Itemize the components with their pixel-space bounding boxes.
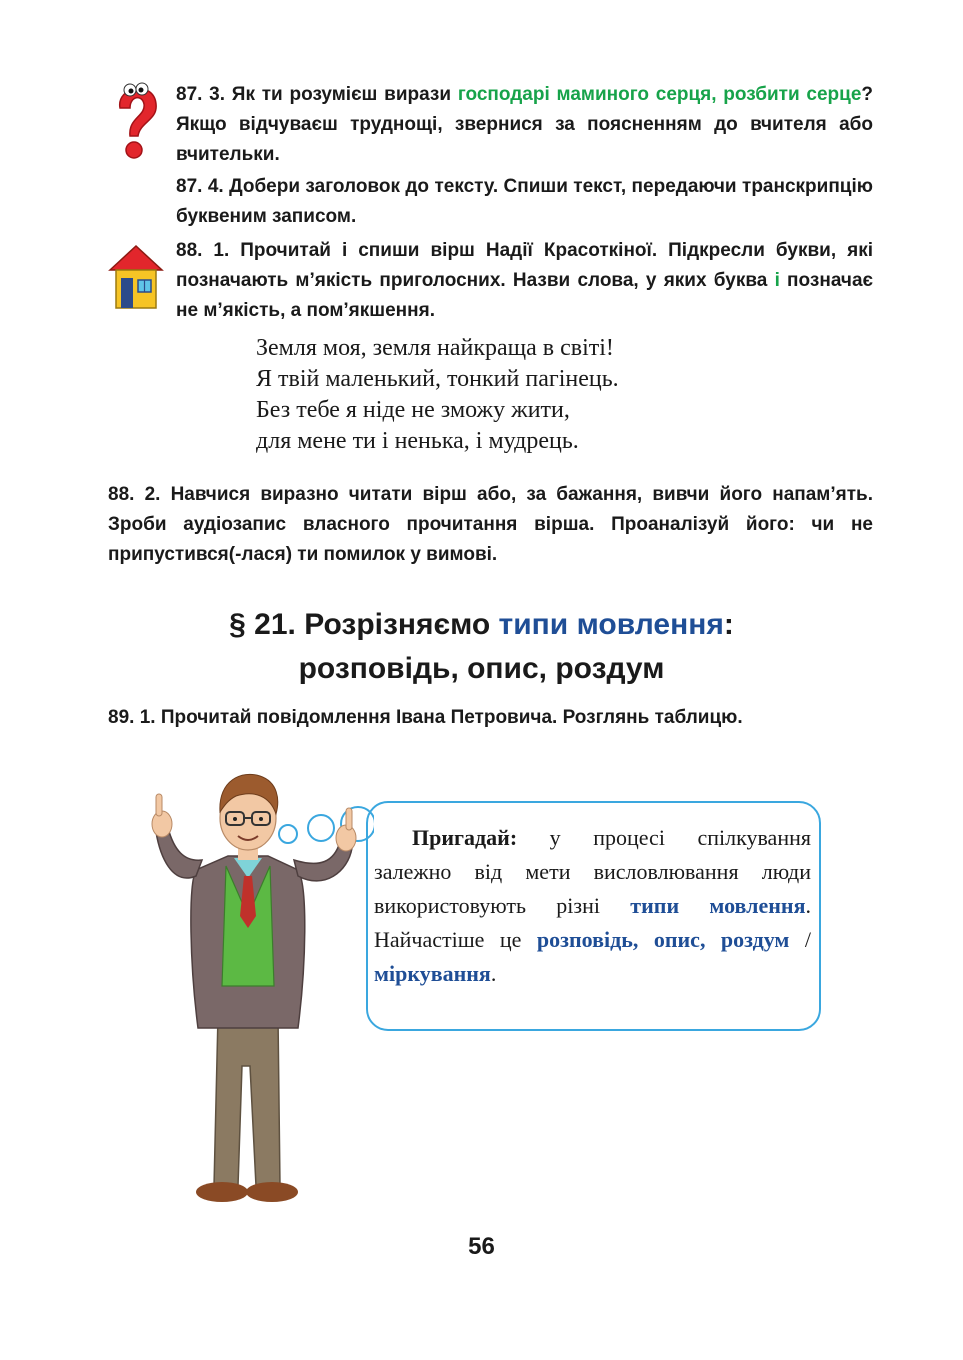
section-prefix: § 21. Розрізняємо bbox=[229, 608, 499, 641]
callout-text: у процесі спілкування залежно від мети висловлювання люди використовують різні bbox=[374, 825, 811, 918]
section-heading bbox=[0, 603, 963, 691]
poem bbox=[256, 333, 619, 457]
reminder-callout bbox=[366, 801, 821, 1031]
task-text: 87. 4. Добери заголовок до тексту. Спиши текст, передаючи транскрипцію буквеним записом. bbox=[176, 176, 873, 227]
task-87-4 bbox=[176, 172, 873, 232]
highlighted-letter: і bbox=[774, 270, 780, 291]
callout-lead: Пригадай: bbox=[412, 825, 518, 850]
section-heading-line-2: розповідь, опис, роздум bbox=[298, 652, 665, 685]
task-text: 88. 2. Навчися виразно читати вірш або, за бажання, вивчи його напам’ять. Зроби аудіозапис власного прочитання вірша. Проаналізуй його: чи не припустився(-лася) ти помилок у вимові. bbox=[108, 484, 873, 565]
section-highlight: типи мовлення bbox=[498, 608, 724, 641]
task-87-3 bbox=[176, 80, 873, 170]
task-text: 89. 1. Прочитай повідомлення Івана Петровича. Розглянь таблицю. bbox=[108, 707, 743, 728]
callout-text: . bbox=[490, 961, 497, 986]
callout-text: / bbox=[789, 927, 811, 952]
poem-line: Без тебе я ніде не зможу жити, bbox=[256, 397, 570, 423]
section-suffix: : bbox=[723, 608, 734, 641]
highlighted-phrase: господарі маминого серця, розбити серце bbox=[457, 84, 862, 105]
teacher-illustration bbox=[138, 766, 374, 1210]
section-heading-line-1 bbox=[0, 603, 963, 647]
task-number: 87. 3. bbox=[176, 84, 226, 105]
task-89-1 bbox=[108, 703, 873, 733]
poem-line: Я твій маленький, тонкий пагінець. bbox=[256, 366, 619, 392]
task-88-2 bbox=[108, 480, 873, 570]
task-text: Як ти розумієш вирази bbox=[225, 84, 458, 105]
callout-term: міркування bbox=[374, 961, 491, 986]
poem-line: для мене ти і ненька, і мудрець. bbox=[256, 428, 579, 454]
poem-line: Земля моя, земля найкраща в світі! bbox=[256, 335, 614, 361]
callout-term: розповідь, опис, роздум bbox=[536, 927, 790, 952]
task-text: 88. 1. Прочитай і спиши вірш Надії Красоткіної. Підкресли букви, які позначають м’якість приголосних. Назви слова, у яких буква bbox=[176, 240, 873, 291]
callout-text: . Найчастіше це bbox=[374, 893, 811, 952]
page-number: 56 bbox=[468, 1233, 495, 1260]
question-mark-icon bbox=[106, 78, 166, 164]
task-text: ? Якщо відчуваєш труднощі, звернися за поясненням до вчителя або вчительки. bbox=[176, 84, 873, 165]
task-text: позначає не м’якість, а пом’якшення. bbox=[176, 270, 873, 321]
house-icon bbox=[108, 244, 164, 310]
callout-term: типи мовлення bbox=[630, 893, 806, 918]
task-88-1 bbox=[176, 236, 873, 326]
